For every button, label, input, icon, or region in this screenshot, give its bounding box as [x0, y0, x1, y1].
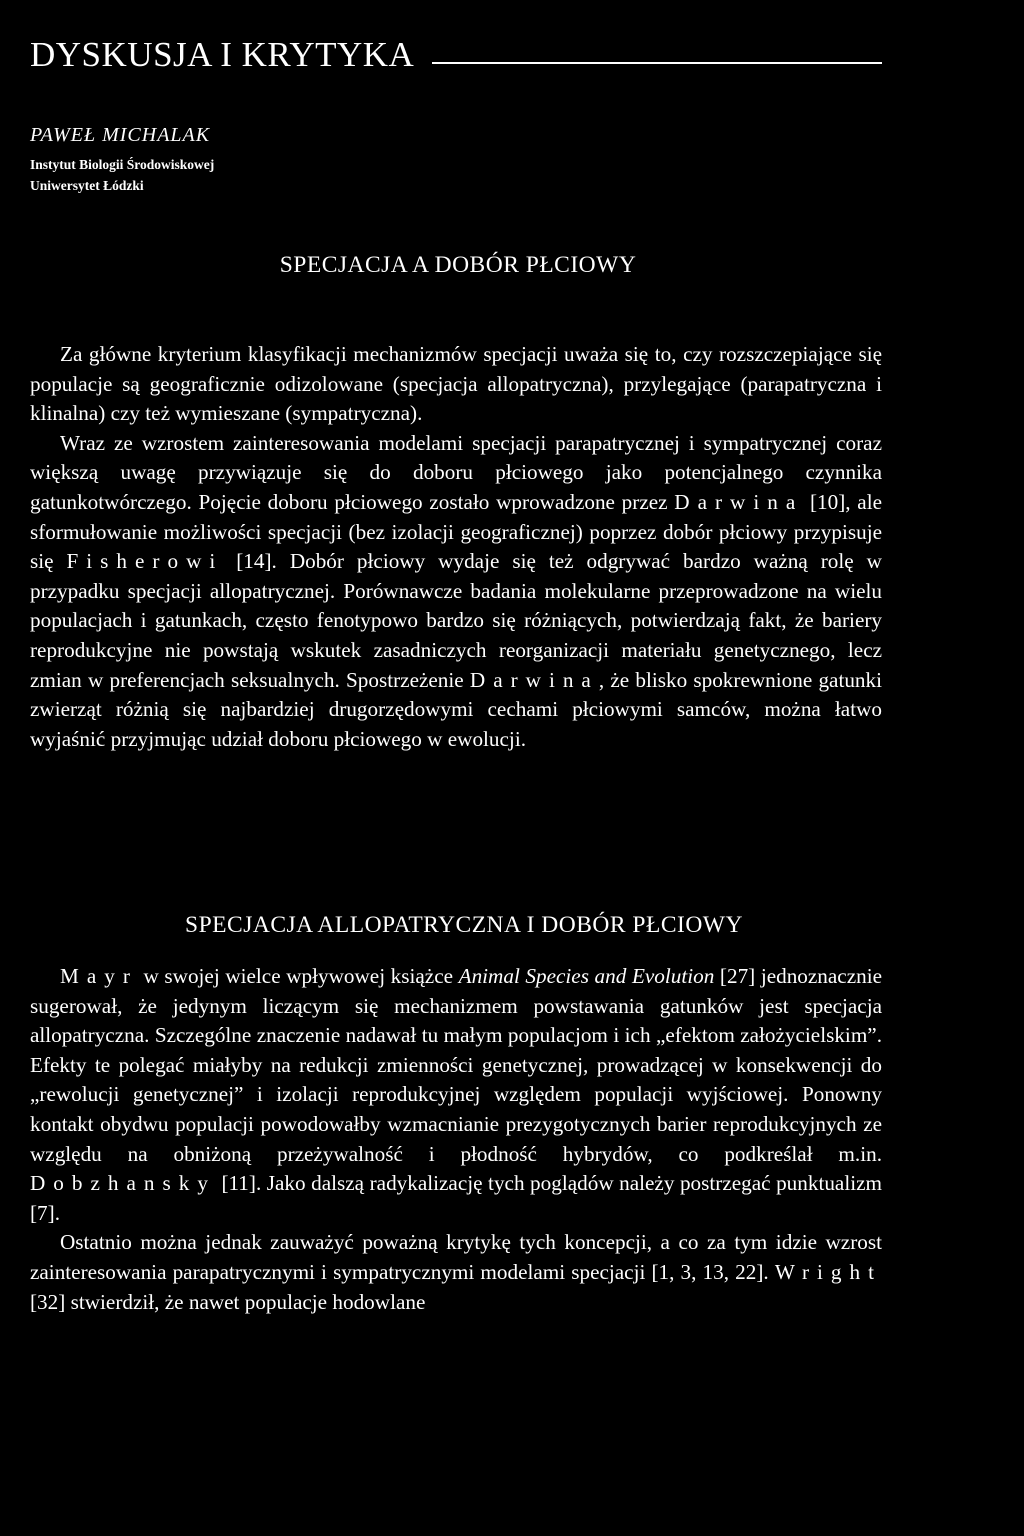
book-title: Animal Species and Evolution	[458, 964, 715, 988]
paragraph-2-text-a: Wraz ze wzrostem zainteresowania modelami specjacji parapatrycznej i sympatrycznej coraz większą uwagę przywiązuje się do doboru płciowego jako potencjalnego czynnika gatunkotwórczego. Pojęcie doboru płciowego zostało wprowadzone przez	[30, 430, 882, 514]
section-2-paragraph-2	[30, 1228, 882, 1317]
author-ref-wright: Wright	[774, 1259, 882, 1284]
article-body-section-2	[30, 962, 882, 1317]
paragraph-2-text-c: [14]. Dobór płciowy wydaje się też odgrywać bardzo ważną rolę w przypadku specjacji allopatrycznej. Porównawcze badania molekularne przeprowadzone na wielu populacjach i gatunkach, często fenotypowo bardzo się różniących, potwierdzają fakt, że bariery reprodukcyjne nie powstają wskutek zasadniczych reorganizacji materiału genetycznego, lecz zmian w preferencjach seksualnych. Spostrzeżenie	[30, 549, 882, 692]
section-2-paragraph-1-text-c: [11]. Jako dalszą radykalizację tych poglądów należy postrzegać punktualizm [7].	[30, 1171, 882, 1225]
article-title: SPECJACJA A DOBÓR PŁCIOWY	[279, 252, 637, 278]
author-ref-darwin-2: Darwina	[469, 667, 599, 692]
paragraph-2	[30, 429, 882, 755]
affiliation-line-2: Uniwersytet Łódzki	[30, 178, 144, 193]
section-2-paragraph-1	[30, 962, 882, 1228]
author-ref-darwin-1: Darwina	[674, 489, 804, 514]
author-ref-dobzhansky: Dobzhansky	[30, 1171, 216, 1196]
affiliation-line-1: Instytut Biologii Środowiskowej	[30, 157, 215, 172]
header-rule	[432, 62, 882, 64]
author-name: PAWEŁ MICHALAK	[30, 124, 211, 146]
author-ref-mayr: Mayr	[60, 964, 138, 988]
section-2-paragraph-2-text-a: Ostatnio można jednak zauważyć poważną krytykę tych koncepcji, a co za tym idzie wzrost zainteresowania parapatrycznymi i sympatrycznymi modelami specjacji [1, 3, 13, 22].	[30, 1230, 882, 1284]
section-2-paragraph-1-text-b: [27] jednoznacznie sugerował, że jedynym liczącym się mechanizmem powstawania gatunków jest specjacja allopatryczna. Szczególne znaczenie nadawał tu małym populacjom i ich „efektom założycielskim”. Efekty te polegać miałyby na redukcji zmienności genetycznej, prowadzącej w konsekwencji do „rewolucji genetycznej” i izolacji reprodukcyjnej względem populacji wyjściowej. Ponowny kontakt obydwu populacji powodowałby wzmacnianie prezygotycznych barier reprodukcyjnych ze względu na obniżoną przeżywalność i płodność hybrydów, co podkreślał m.in.	[30, 964, 882, 1166]
paragraph-2-text-d: , że blisko spokrewnione gatunki zwierząt różnią się najbardziej drugorzędowymi cechami płciowymi samców, można łatwo wyjaśnić przyjmując udział doboru płciowego w ewolucji.	[30, 667, 882, 751]
article-body-section-1	[30, 340, 882, 754]
section-2-paragraph-2-text-b: [32] stwierdził, że nawet populacje hodowlane	[30, 1289, 426, 1314]
paragraph-2-text-b: [10], ale sformułowanie możliwości specjacji (bez izolacji geograficznej) poprzez dobór płciowy przypisuje się	[30, 489, 882, 574]
section-header	[30, 22, 882, 72]
section-2-paragraph-1-text-a: w swojej wielce wpływowej książce	[137, 964, 459, 988]
section-2-title: SPECJACJA ALLOPATRYCZNA I DOBÓR PŁCIOWY	[185, 912, 743, 938]
author-ref-fisher: Fisherowi	[66, 549, 224, 574]
section-label: DYSKUSJA I KRYTYKA	[30, 35, 415, 74]
paragraph-1: Za główne kryterium klasyfikacji mechanizmów specjacji uważa się to, czy rozszczepiające się populacje są geograficznie odizolowane (specjacja allopatryczna), przylegające (parapatryczna i klinalna) czy też wymieszane (sympatryczna).	[30, 342, 882, 426]
